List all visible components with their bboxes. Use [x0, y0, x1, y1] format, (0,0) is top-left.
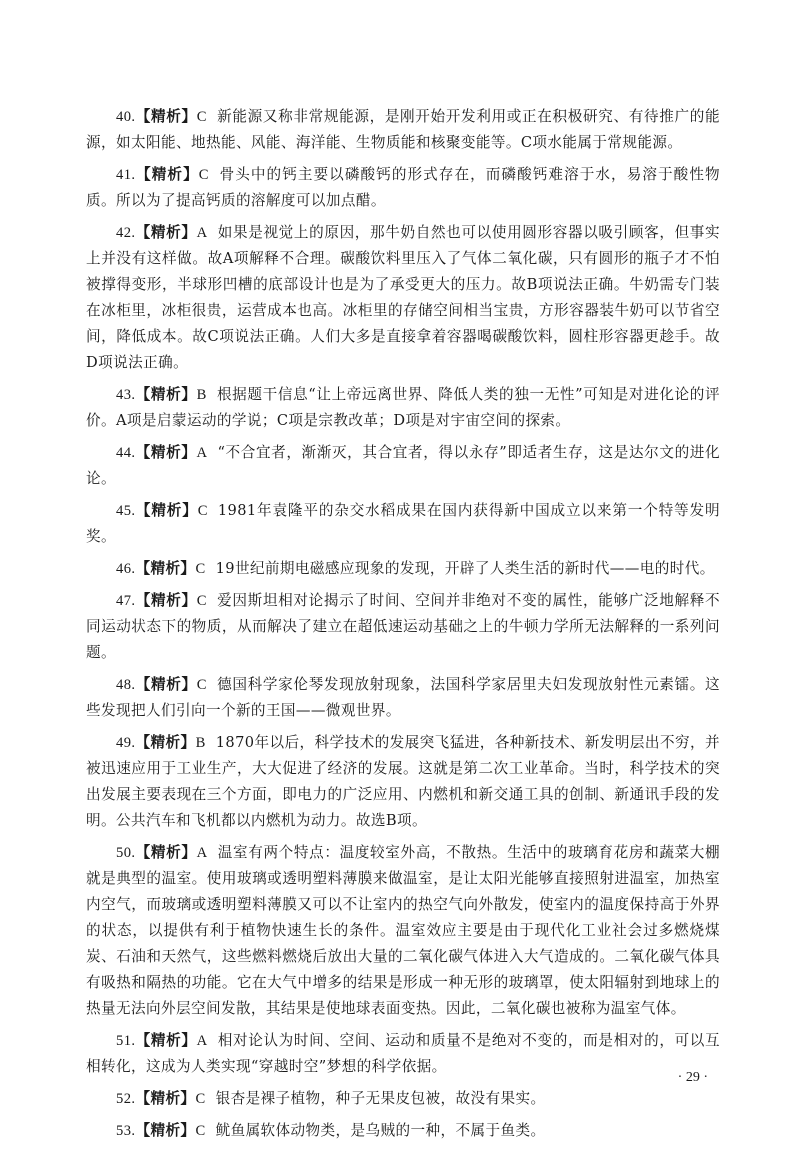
question-number: 45. [116, 503, 136, 519]
answer-letter: C [198, 167, 209, 183]
answer-entry-50 [86, 840, 720, 1022]
answer-letter: C [196, 593, 207, 609]
answer-entry-43 [86, 382, 720, 434]
answer-letter: B [195, 735, 206, 751]
analysis-text: 新能源又称非常规能源，是刚开始开发利用或正在积极研究、有待推广的能源，如太阳能、地热能、风能、海洋能、生物质能和核聚变能等。C项水能属于常规能源。 [86, 108, 720, 151]
analysis-text: 1981年袁隆平的杂交水稻成果在国内获得新中国成立以来第一个特等发明奖。 [86, 502, 720, 545]
answer-list [86, 104, 720, 1150]
analysis-tag: 【精析】 [135, 734, 196, 751]
analysis-tag: 【精析】 [135, 560, 196, 577]
question-number: 48. [116, 677, 136, 693]
answer-letter: A [196, 1033, 208, 1049]
answer-entry-45 [86, 498, 720, 550]
analysis-tag: 【精析】 [135, 1032, 197, 1049]
answer-entry-42 [86, 220, 720, 376]
answer-entry-53 [86, 1118, 720, 1144]
analysis-tag: 【精析】 [135, 444, 197, 461]
answer-letter: C [195, 1091, 206, 1107]
answer-entry-47 [86, 588, 720, 666]
question-number: 43. [116, 387, 136, 403]
analysis-tag: 【精析】 [135, 676, 197, 693]
question-number: 50. [116, 845, 136, 861]
analysis-text: 19世纪前期电磁感应现象的发现，开辟了人类生活的新时代——电的时代。 [215, 560, 715, 577]
analysis-tag: 【精析】 [135, 844, 197, 861]
analysis-text: “不合宜者，渐渐灭，其合宜者，得以永存”即适者生存，这是达尔文的进化论。 [86, 444, 720, 487]
answer-entry-49 [86, 730, 720, 834]
answer-letter: A [196, 225, 208, 241]
question-number: 49. [116, 735, 136, 751]
page-number: · 29 · [677, 1070, 708, 1085]
question-number: 53. [116, 1123, 136, 1139]
question-number: 40. [116, 109, 136, 125]
analysis-text: 骨头中的钙主要以磷酸钙的形式存在，而磷酸钙难溶于水，易溶于酸性物质。所以为了提高钙质的溶解度可以加点醋。 [86, 166, 720, 209]
answer-entry-40 [86, 104, 720, 156]
answer-letter: C [195, 561, 206, 577]
analysis-tag: 【精析】 [135, 386, 197, 403]
analysis-text: 鱿鱼属软体动物类，是乌贼的一种，不属于鱼类。 [215, 1122, 546, 1139]
analysis-text: 根据题干信息“让上帝远离世界、降低人类的独一无性”可知是对进化论的评价。A项是启蒙运动的学说；C项是宗教改革；D项是对宇宙空间的探索。 [86, 386, 720, 429]
analysis-text: 1870年以后，科学技术的发展突飞猛进，各种新技术、新发明层出不穷，并被迅速应用于工业生产，大大促进了经济的发展。这就是第二次工业革命。当时，科学技术的突出发展主要表现在三个方面，即电力的广泛应用、内燃机和新交通工具的创制、新通讯手段的发明。公共汽车和飞机都以内燃机为动力。故选B项。 [86, 734, 720, 829]
question-number: 52. [116, 1091, 136, 1107]
answer-letter: B [196, 387, 207, 403]
answer-letter: C [196, 677, 207, 693]
analysis-text: 银杏是裸子植物，种子无果皮包被，故没有果实。 [215, 1090, 546, 1107]
question-number: 51. [116, 1033, 136, 1049]
question-number: 46. [116, 561, 136, 577]
analysis-text: 如果是视觉上的原因，那牛奶自然也可以使用圆形容器以吸引顾客，但事实上并没有这样做。故A项解释不合理。碳酸饮料里压入了气体二氧化碳，只有圆形的瓶子才不怕被撑得变形，半球形凹槽的底部设计也是为了承受更大的压力。故B项说法正确。牛奶需专门装在冰柜里，冰柜很贵，运营成本也高。冰柜里的存储空间相当宝贵，方形容器装牛奶可以节省空间，降低成本。故C项说法正确。人们大多是直接拿着容器喝碳酸饮料，圆柱形容器更趁手。故D项说法正确。 [86, 224, 720, 371]
question-number: 44. [116, 445, 136, 461]
answer-letter: A [196, 445, 208, 461]
answer-entry-41 [86, 162, 720, 214]
analysis-tag: 【精析】 [135, 502, 198, 519]
answer-letter: A [196, 845, 208, 861]
analysis-text: 温室有两个特点：温度较室外高，不散热。生活中的玻璃育花房和蔬菜大棚就是典型的温室。使用玻璃或透明塑料薄膜来做温室，是让太阳光能够直接照射进温室，加热室内空气，而玻璃或透明塑料薄膜又可以不让室内的热空气向外散发，使室内的温度保持高于外界的状态，以提供有利于植物快速生长的条件。温室效应主要是由于现代化工业社会过多燃烧煤炭、石油和天然气，这些燃料燃烧后放出大量的二氧化碳气体进入大气造成的。二氧化碳气体具有吸热和隔热的功能。它在大气中增多的结果是形成一种无形的玻璃罩，使太阳辐射到地球上的热量无法向外层空间发散，其结果是使地球表面变热。因此，二氧化碳也被称为温室气体。 [86, 844, 720, 1017]
question-number: 47. [116, 593, 136, 609]
analysis-tag: 【精析】 [135, 224, 197, 241]
question-number: 42. [116, 225, 136, 241]
answer-letter: C [197, 503, 208, 519]
question-number: 41. [116, 167, 136, 183]
answer-entry-51 [86, 1028, 720, 1080]
analysis-tag: 【精析】 [135, 166, 199, 183]
answer-letter: C [195, 1123, 206, 1139]
analysis-text: 相对论认为时间、空间、运动和质量不是绝对不变的，而是相对的，可以互相转化，这成为人类实现“穿越时空”梦想的科学依据。 [86, 1032, 720, 1075]
analysis-text: 爱因斯坦相对论揭示了时间、空间并非绝对不变的属性，能够广泛地解释不同运动状态下的物质，从而解决了建立在超低速运动基础之上的牛顿力学所无法解释的一系列问题。 [86, 592, 720, 661]
analysis-tag: 【精析】 [135, 592, 197, 609]
answer-letter: C [196, 109, 207, 125]
answer-entry-44 [86, 440, 720, 492]
answer-entry-48 [86, 672, 720, 724]
analysis-tag: 【精析】 [135, 108, 197, 125]
analysis-tag: 【精析】 [135, 1122, 196, 1139]
answer-entry-46 [86, 556, 720, 582]
answer-entry-52 [86, 1086, 720, 1112]
analysis-text: 德国科学家伦琴发现放射现象，法国科学家居里夫妇发现放射性元素镭。这些发现把人们引向一个新的王国——微观世界。 [86, 676, 720, 719]
analysis-tag: 【精析】 [135, 1090, 196, 1107]
